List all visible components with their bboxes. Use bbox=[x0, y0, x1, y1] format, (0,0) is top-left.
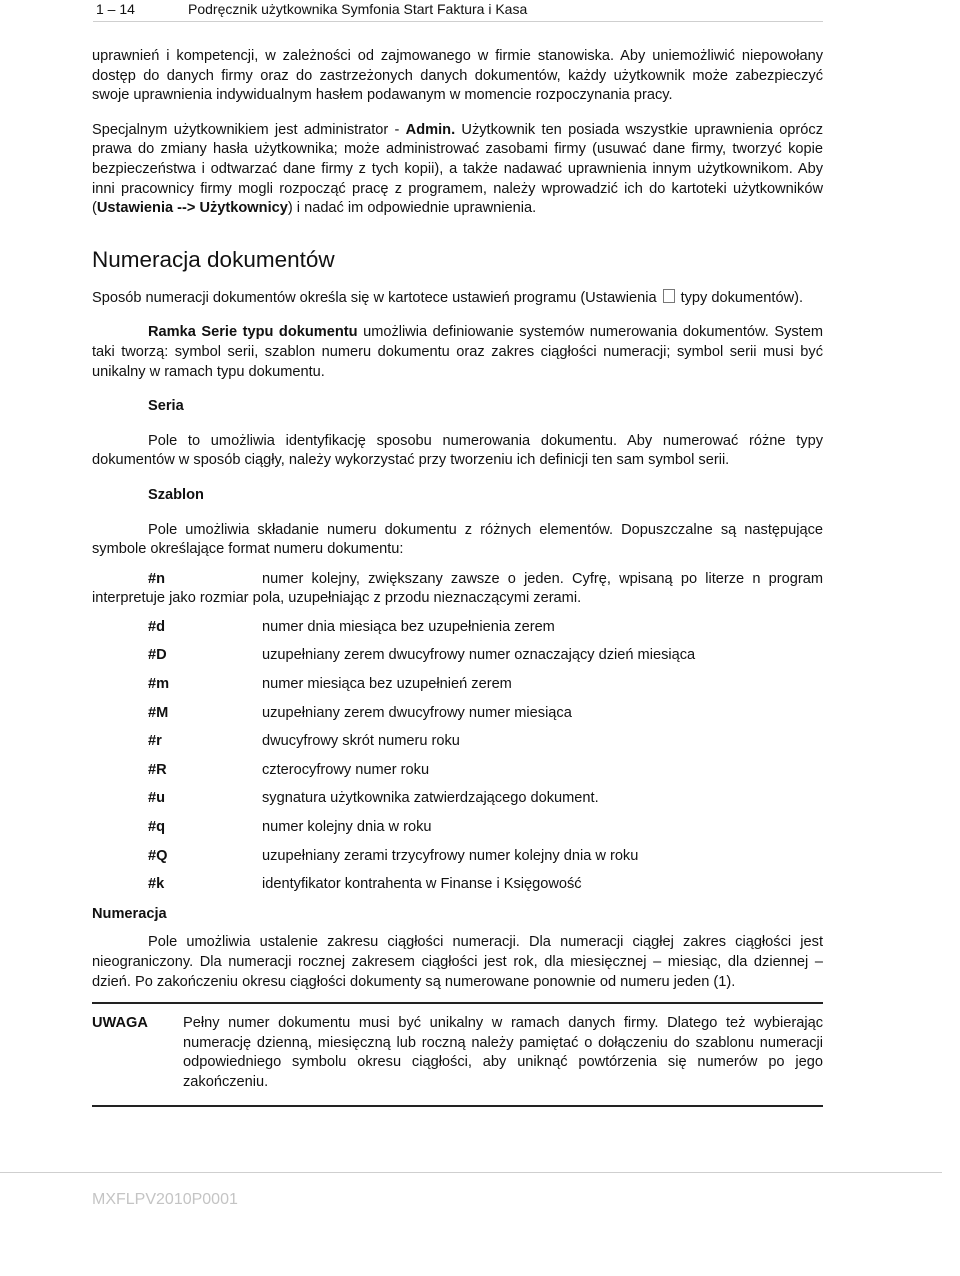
symbol-code: #d bbox=[148, 618, 166, 635]
symbol-code: #r bbox=[148, 733, 162, 750]
admin-bold: Admin. bbox=[405, 121, 456, 138]
footer-code: MXFLPV2010P0001 bbox=[92, 1191, 238, 1208]
symbol-row-m bbox=[92, 675, 823, 695]
paragraph-permissions: uprawnień i kompetencji, w zależności od zajmowanego w firmie stanowiska. Aby uniemożliwić niepowołany dostęp do danych firmy oraz do zastrzeżonych danych dokumentów, każdy użytkownik może zabezpieczyć swoje uprawnienia indywidualnym hasłem podawanym w momencie rozpoczynania pracy. bbox=[92, 48, 823, 104]
szablon-label: Szablon bbox=[148, 486, 204, 503]
symbol-desc: numer miesiąca bez uzupełnień zerem bbox=[262, 676, 512, 693]
numeracja-text: Pole umożliwia ustalenie zakresu ciągłości numeracji. Dla numeracji ciągłej zakres ciągłości jest nieograniczony. Dla numeracji rocznej zakresem ciągłości jest rok, dla miesięcznej – miesiąc, dla dziennej – dzień. Po zakończeniu okresu ciągłości dokumenty są numerowane ponownie od numeru jeden (1). bbox=[92, 934, 823, 990]
symbol-desc: identyfikator kontrahenta w Finanse i Księgowość bbox=[262, 876, 582, 893]
symbol-code: #D bbox=[148, 647, 167, 664]
symbol-row-d bbox=[92, 618, 823, 638]
symbol-row-R bbox=[92, 761, 823, 781]
symbol-desc: uzupełniany zerem dwucyfrowy numer miesiąca bbox=[262, 704, 572, 721]
page-content bbox=[92, 47, 823, 1107]
symbol-row-n bbox=[92, 570, 823, 609]
paragraph-series-frame bbox=[92, 323, 823, 382]
symbol-row-Q bbox=[92, 847, 823, 867]
warning-label: UWAGA bbox=[92, 1015, 148, 1032]
symbol-row-k bbox=[92, 875, 823, 895]
symbol-row-u bbox=[92, 789, 823, 809]
seria-text: Pole to umożliwia identyfikację sposobu numerowania dokumentu. Aby numerować różne typy dokumentów w sposób ciągły, należy wykorzystać przy tworzeniu ich definicji ten sam symbol serii. bbox=[92, 432, 823, 469]
settings-users-path: Ustawienia --> Użytkownicy bbox=[96, 200, 288, 217]
symbol-code: #M bbox=[148, 704, 169, 721]
intro-text-a: Sposób numeracji dokumentów określa się w kartotece ustawień programu (Ustawienia bbox=[92, 289, 657, 306]
seria-label: Seria bbox=[148, 398, 184, 415]
footer-divider bbox=[0, 1172, 942, 1173]
symbol-code: #q bbox=[148, 819, 166, 836]
numeracja-label: Numeracja bbox=[92, 905, 167, 922]
series-frame-text: umożliwia definiowanie systemów numerowania dokumentów. System taki tworzą: symbol serii, szablon numeru dokumentu oraz zakres ciągłości numeracji; symbol serii musi być unikalny w ramach typu dokumentu. bbox=[92, 324, 823, 380]
section-heading: Numeracja dokumentów bbox=[92, 246, 335, 272]
symbol-desc: dwucyfrowy skrót numeru roku bbox=[262, 733, 460, 750]
paragraph-admin bbox=[92, 121, 823, 219]
symbol-desc: sygnatura użytkownika zatwierdzającego dokument. bbox=[262, 790, 599, 807]
symbol-desc: czterocyfrowy numer roku bbox=[262, 761, 430, 778]
symbol-code: #k bbox=[148, 876, 165, 893]
intro-text-b: typy dokumentów). bbox=[680, 289, 804, 306]
symbol-row-r bbox=[92, 732, 823, 752]
symbol-code: #Q bbox=[148, 847, 168, 864]
symbol-desc: uzupełniany zerem dwucyfrowy numer oznaczający dzień miesiąca bbox=[262, 647, 696, 664]
admin-text-e: ) i nadać im odpowiednie uprawnienia. bbox=[287, 200, 537, 217]
header-title: Podręcznik użytkownika Symfonia Start Faktura i Kasa bbox=[188, 1, 528, 17]
page-number: 1 – 14 bbox=[96, 1, 135, 17]
symbol-desc: numer kolejny dnia w roku bbox=[262, 819, 432, 836]
symbol-row-D bbox=[92, 646, 823, 666]
admin-text-a: Specjalnym użytkownikiem jest administrator - bbox=[92, 121, 406, 138]
warning-text: Pełny numer dokumentu musi być unikalny w ramach danych firmy. Dlatego też wybierając numerację dzienną, miesięczną lub roczną należy pamiętać o dołączeniu do szablonu numeracji odpowiedniego symbolu okresu ciągłości, aby uniknąć powtórzenia się numerów po jego zakończeniu. bbox=[183, 1015, 823, 1090]
symbol-desc: numer dnia miesiąca bez uzupełnienia zerem bbox=[262, 618, 555, 635]
symbol-code: #R bbox=[148, 761, 167, 778]
symbol-code: #n bbox=[148, 570, 166, 587]
arrow-placeholder-icon bbox=[663, 289, 675, 303]
symbol-desc: numer kolejny, zwiększany zawsze o jeden. Cyfrę, wpisaną po literze n program interpretuje jako rozmiar pola, uzupełniając z przodu nieznaczącymi zerami. bbox=[92, 570, 823, 607]
series-frame-label: Ramka Serie typu dokumentu bbox=[148, 324, 358, 341]
page-header bbox=[93, 0, 823, 22]
admin-text-c: Użytkownik ten posiada wszystkie uprawnienia oprócz prawa do zmiany hasła użytkownika; może administrować zasobami firmy (usuwać dane firmy, tworzyć kopie bezpieczeństwa i odtwarzać dane firmy z tych kopii), a także nadawać uprawnienia innym użytkownikom. Aby inni pracownicy firmy mogli rozpocząć pracę z programem, należy wprowadzić ich do kartoteki użytkowników ( bbox=[92, 121, 823, 217]
symbol-row-M bbox=[92, 704, 823, 724]
szablon-text: Pole umożliwia składanie numeru dokumentu z różnych elementów. Dopuszczalne są następujące symbole określające format numeru dokumentu: bbox=[92, 521, 823, 558]
symbol-row-q bbox=[92, 818, 823, 838]
symbol-code: #m bbox=[148, 676, 170, 693]
symbol-desc: uzupełniany zerami trzycyfrowy numer kolejny dnia w roku bbox=[262, 847, 639, 864]
symbol-code: #u bbox=[148, 790, 166, 807]
paragraph-numbering-intro bbox=[92, 289, 823, 309]
warning-box bbox=[92, 1002, 823, 1106]
